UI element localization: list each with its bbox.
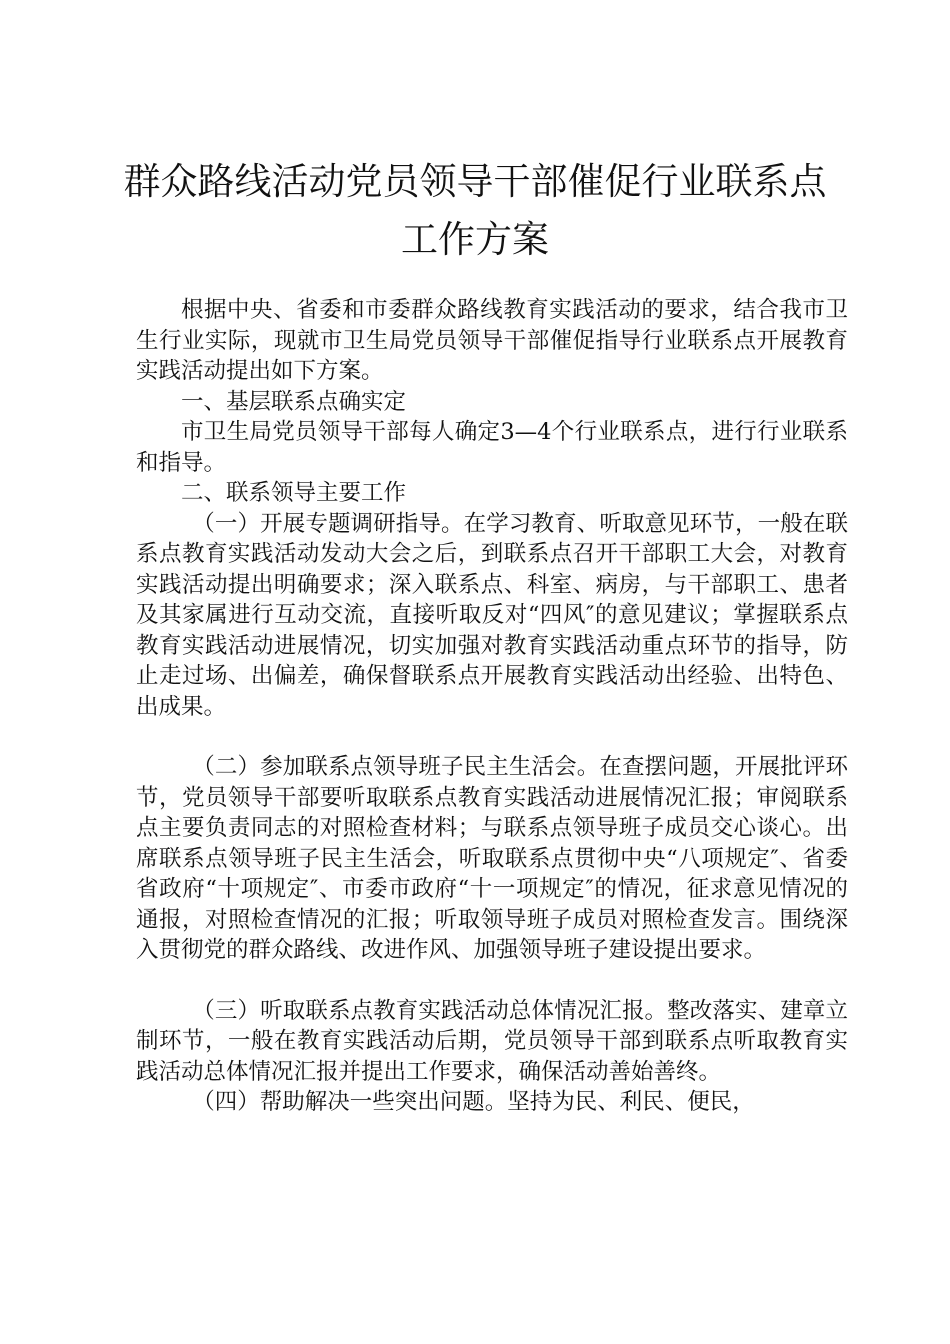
document-title-line2: 工作方案 — [401, 218, 549, 261]
section-1-paragraph: 市卫生局党员领导干部每人确定3—4个行业联系点，进行行业联系和指导。 — [136, 419, 848, 476]
document-title-line1: 群众路线活动党员领导干部催促行业联系点 — [123, 160, 827, 203]
document-body — [136, 295, 848, 1118]
section-heading-2: 二、联系领导主要工作 — [181, 480, 407, 506]
intro-paragraph: 根据中央、省委和市委群众路线教育实践活动的要求，结合我市卫生行业实际，现就市卫生局党员领导干部催促指导行业联系点开展教育实践活动提出如下方案。 — [136, 297, 848, 384]
item-1-paragraph: （一）开展专题调研指导。在学习教育、听取意见环节，一般在联系点教育实践活动发动大会之后，到联系点召开干部职工大会，对教育实践活动提出明确要求；深入联系点、科室、病房，与干部职工、患者及其家属进行互动交流，直接听取反对“四风″的意见建议；掌握联系点教育实践活动进展情况，切实加强对教育实践活动重点环节的指导，防止走过场、出偏差，确保督联系点开展教育实践活动出经验、出特色、出成果。 — [136, 510, 848, 720]
item-4-paragraph: （四）帮助解决一些突出问题。坚持为民、利民、便民， — [192, 1089, 755, 1115]
section-heading-1: 一、基层联系点确实定 — [181, 388, 407, 415]
item-3-paragraph: （三）听取联系点教育实践活动总体情况汇报。整改落实、建章立制环节，一般在教育实践活动后期，党员领导干部到联系点听取教育实践活动总体情况汇报并提出工作要求，确保活动善始善终。 — [136, 997, 848, 1085]
item-2-paragraph: （二）参加联系点领导班子民主生活会。在查摆问题，开展批评环节，党员领导干部要听取联系点教育实践活动进展情况汇报；审阅联系点主要负责同志的对照检查材料；与联系点领导班子成员交心谈心。出席联系点领导班子民主生活会，听取联系点贯彻中央“八项规定″、省委省政府“十项规定″、市委市政府“十一项规定″的情况，征求意见情况的通报，对照检查情况的汇报；听取领导班子成员对照检查发言。围绕深入贯彻党的群众路线、改进作风、加强领导班子建设提出要求。 — [136, 754, 848, 963]
